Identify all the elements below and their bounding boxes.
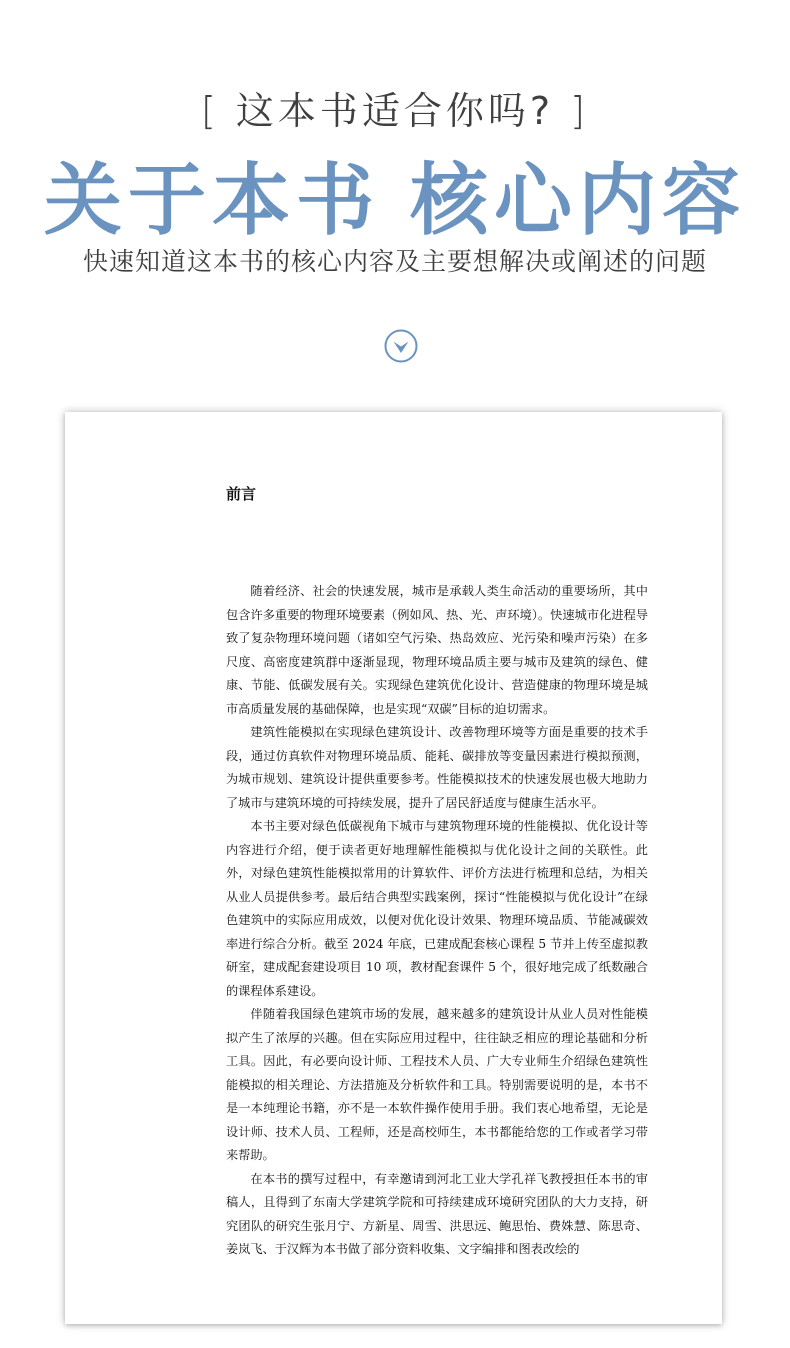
page-heading: 前言 [226,485,257,503]
chevron-down-circle-icon [384,329,418,363]
paragraph: 在本书的撰写过程中，有幸邀请到河北工业大学孔祥飞教授担任本书的审稿人，且得到了东南大学建筑学院和可持续建成环境研究团队的大力支持，研究团队的研究生张月宁、方新星、周雪、洪思远、鲍思怡、费姝慧、陈思奇、姜岚飞、于汉辉为本书做了部分资料收集、文字编排和图表改绘的 [226,1171,648,1256]
subtitle-text: 这本书适合你吗? [235,89,555,133]
bracket-right: ] [570,89,589,133]
paragraph: 随着经济、社会的快速发展，城市是承载人类生命活动的重要场所，其中包含许多重要的物理环境要素（例如风、热、光、声环境）。快速城市化进程导致了复杂物理环境问题（诸如空气污染、热岛效应、光污染和噪声污染）在多尺度、高密度建筑群中逐渐显现，物理环境品质主要与城市及建筑的绿色、健康、节能、低碳发展有关。实现绿色建筑优化设计、营造健康的物理环境是城市高质量发展的基础保障，也是实现“双碳”目标的迫切需求。 [226,584,648,716]
paragraph: 本书主要对绿色低碳视角下城市与建筑物理环境的性能模拟、优化设计等内容进行介绍，便于读者更好地理解性能模拟与优化设计之间的关联性。此外，对绿色建筑性能模拟常用的计算软件、评价方法进行梳理和总结，为相关从业人员提供参考。最后结合典型实践案例，探讨“性能模拟与优化设计”在绿色建筑中的实际应用成效，以便对优化设计效果、物理环境品质、节能减碳效率进行综合分析。截至 2024 年底，已建成配套核心课程 5 节并上传至虚拟教研室，建成配套建设项目 10 项，教材配套课件 5 个，很好地完成了纸数融合的课程体系建设。 [226,819,648,998]
bracket-left: [ [200,89,220,133]
paragraph: 伴随着我国绿色建筑市场的发展，越来越多的建筑设计从业人员对性能模拟产生了浓厚的兴趣。但在实际应用过程中，往往缺乏相应的理论基础和分析工具。因此，有必要向设计师、工程技术人员、广大专业师生介绍绿色建筑性能模拟的相关理论、方法措施及分析软件和工具。特别需要说明的是，本书不是一本纯理论书籍，亦不是一本软件操作使用手册。我们衷心地希望，无论是设计师、技术人员、工程师，还是高校师生，本书都能给您的工作或者学习带来帮助。 [226,1007,648,1162]
paragraph: 建筑性能模拟在实现绿色建筑设计、改善物理环境等方面是重要的技术手段，通过仿真软件对物理环境品质、能耗、碳排放等变量因素进行模拟预测，为城市规划、建筑设计提供重要参考。性能模拟技术的快速发展也极大地助力了城市与建筑环境的可持续发展，提升了居民舒适度与健康生活水平。 [226,725,648,810]
main-title-part1: 关于本书 [43,155,380,246]
main-title-part2: 核心内容 [410,155,747,246]
promo-header [0,0,790,400]
main-title [0,138,790,250]
section-subtitle [0,80,790,135]
tagline: 快速知道这本书的核心内容及主要想解决或阐述的问题 [82,247,707,276]
book-page [65,412,722,1324]
preface-body [226,580,648,1262]
